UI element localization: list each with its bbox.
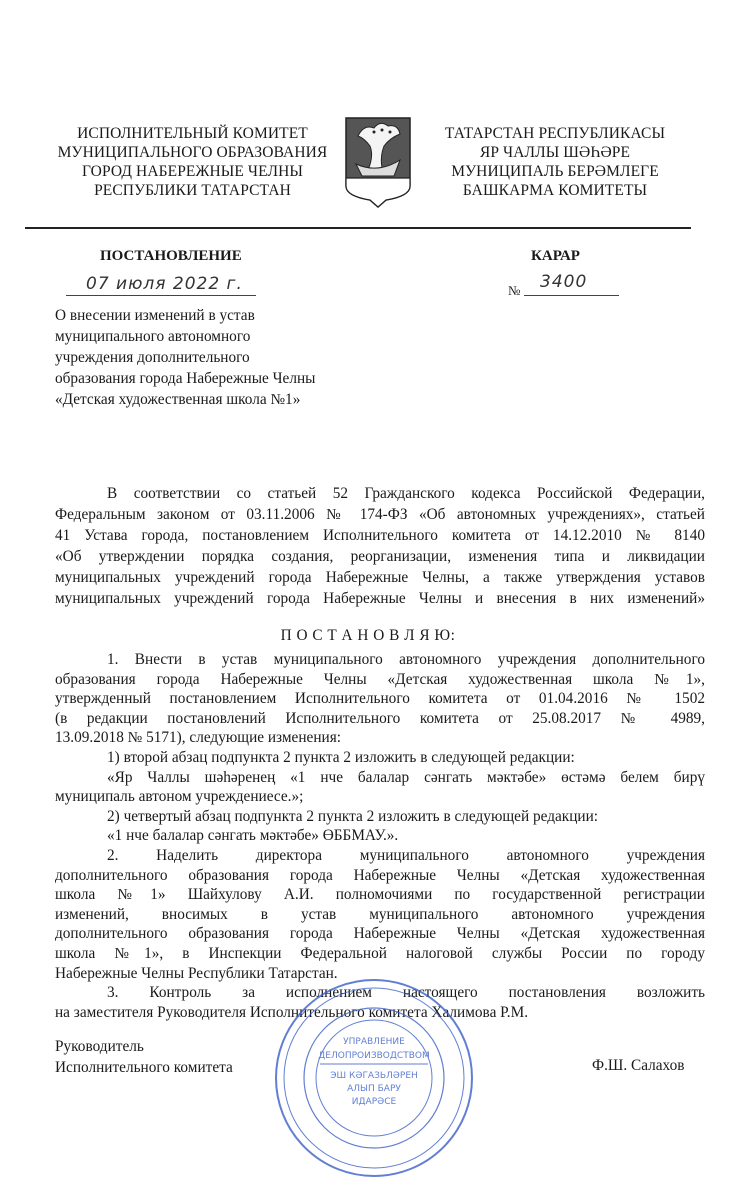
text-line: Федеральным законом от 03.11.2006 № 174-ФЗ «Об автономных учреждениях», статьей xyxy=(55,506,705,523)
text-line: утвержденный постановлением Исполнительного комитета от 01.04.2016 № 1502 xyxy=(55,690,705,708)
svg-text:ИДАРӘСЕ: ИДАРӘСЕ xyxy=(351,1097,397,1107)
text-line: «Яр Чаллы шәһәренең «1 нче балалар сәнгать мәктәбе» өстәмә белем бирү xyxy=(107,768,705,786)
text-line: «Об утверждении порядка создания, реорганизации, изменения типа и ликвидации xyxy=(55,548,705,565)
text-line: 3. Контроль за исполнением настоящего постановления возложить xyxy=(107,984,705,1002)
text-line: муниципальных учреждений города Набережные Челны, а также утверждения уставов xyxy=(55,569,705,586)
header-left xyxy=(40,124,345,200)
header-right xyxy=(415,124,695,200)
text-line: школа №1», в Инспекции Федеральной налоговой службы России по городу xyxy=(55,944,705,962)
number-underline xyxy=(524,295,619,296)
header-right-line: МУНИЦИПАЛЬ БЕРӘМЛЕГЕ xyxy=(451,163,659,180)
svg-text:УПРАВЛЕНИЕ: УПРАВЛЕНИЕ xyxy=(343,1037,405,1047)
svg-text:АЛЫП БАРУ: АЛЫП БАРУ xyxy=(347,1084,401,1094)
text-line: 2. Наделить директора муниципального автономного учреждения xyxy=(107,846,705,864)
header-left-line: ИСПОЛНИТЕЛЬНЫЙ КОМИТЕТ xyxy=(77,125,308,142)
text-line: 2) четвертый абзац подпункта 2 пункта 2 изложить в следующей редакции: xyxy=(107,807,599,825)
text-line: изменений, вносимых в устав муниципального автономного учреждения xyxy=(55,905,705,923)
text-line: 13.09.2018 № 5171), следующие изменения: xyxy=(55,729,341,747)
text-line: 1. Внести в устав муниципального автономного учреждения дополнительного xyxy=(107,651,705,668)
text-line: 1) второй абзац подпункта 2 пункта 2 изложить в следующей редакции: xyxy=(107,748,575,766)
header-left-line: ГОРОД НАБЕРЕЖНЫЕ ЧЕЛНЫ xyxy=(82,163,303,180)
doc-type-ru: ПОСТАНОВЛЕНИЕ xyxy=(100,248,242,264)
text-line: дополнительного образования города Набережные Челны «Детская художественная xyxy=(55,866,705,884)
resolve-heading: П О С Т А Н О В Л Я Ю: xyxy=(280,627,456,644)
text-line: «1 нче балалар сәнгать мәктәбе» ӨББМАУ.». xyxy=(107,827,399,845)
header-right-line: БАШКАРМА КОМИТЕТЫ xyxy=(462,182,648,199)
header-right-line: ТАТАРСТАН РЕСПУБЛИКАСЫ xyxy=(444,125,666,142)
signatory-title-line: Руководитель xyxy=(55,1038,144,1055)
text-line: 41 Устава города, постановлением Исполнительного комитета от 14.12.2010 № 8140 xyxy=(55,527,705,544)
official-stamp xyxy=(258,978,488,1198)
number-label: № xyxy=(508,283,521,298)
header-left-line: МУНИЦИПАЛЬНОГО ОБРАЗОВАНИЯ xyxy=(57,144,328,161)
preamble xyxy=(55,483,705,609)
svg-text:ЭШ КӘГАЗЬЛӘРЕН: ЭШ КӘГАЗЬЛӘРЕН xyxy=(330,1071,418,1081)
subject-line: О внесении изменений в устав xyxy=(55,307,255,324)
text-line: на заместителя Руководителя Исполнительного комитета Халимова Р.М. xyxy=(55,1003,529,1021)
text-line: дополнительного образования города Набережные Челны «Детская художественная xyxy=(55,925,705,943)
text-line: В соответствии со статьей 52 Гражданского кодекса Российской Федерации, xyxy=(107,485,705,502)
text-line: школа №1» Шайхулову А.И. полномочиями по государственной регистрации xyxy=(55,886,705,904)
signatory-title-line: Исполнительного комитета xyxy=(55,1059,233,1076)
header-divider xyxy=(25,227,691,229)
text-line: муниципальных учреждений города Набережные Челны и внесения в них изменений» xyxy=(55,590,705,607)
text-line: (в редакции постановлений Исполнительного комитета от 25.08.2017 № 4989, xyxy=(55,709,705,727)
date-handwritten: 07 июля 2022 г. xyxy=(86,274,243,294)
subject-line: образования города Набережные Челны xyxy=(55,370,316,387)
subject-line: учреждения дополнительного xyxy=(55,349,250,366)
subject xyxy=(55,305,315,410)
text-line: образования города Набережные Челны «Детская художественная школа №1», xyxy=(55,670,705,688)
date-underline xyxy=(66,295,256,296)
doc-type-tt: КАРАР xyxy=(531,248,580,264)
signatory-title xyxy=(55,1036,233,1078)
text-line: Набережные Челны Республики Татарстан. xyxy=(55,964,338,982)
header-left-line: РЕСПУБЛИКИ ТАТАРСТАН xyxy=(94,182,291,199)
number-handwritten: 3400 xyxy=(540,272,588,292)
subject-line: муниципального автономного xyxy=(55,328,251,345)
resolution-items xyxy=(55,650,705,1022)
signatory-name: Ф.Ш. Салахов xyxy=(592,1057,685,1074)
text-line: муниципаль автоном учреждениесе.»; xyxy=(55,788,304,806)
header-right-line: ЯР ЧАЛЛЫ ШӘҺӘРЕ xyxy=(479,144,631,161)
city-emblem xyxy=(344,116,412,208)
svg-text:ДЕЛОПРОИЗВОДСТВОМ: ДЕЛОПРОИЗВОДСТВОМ xyxy=(318,1051,430,1061)
subject-line: «Детская художественная школа №1» xyxy=(55,391,301,408)
